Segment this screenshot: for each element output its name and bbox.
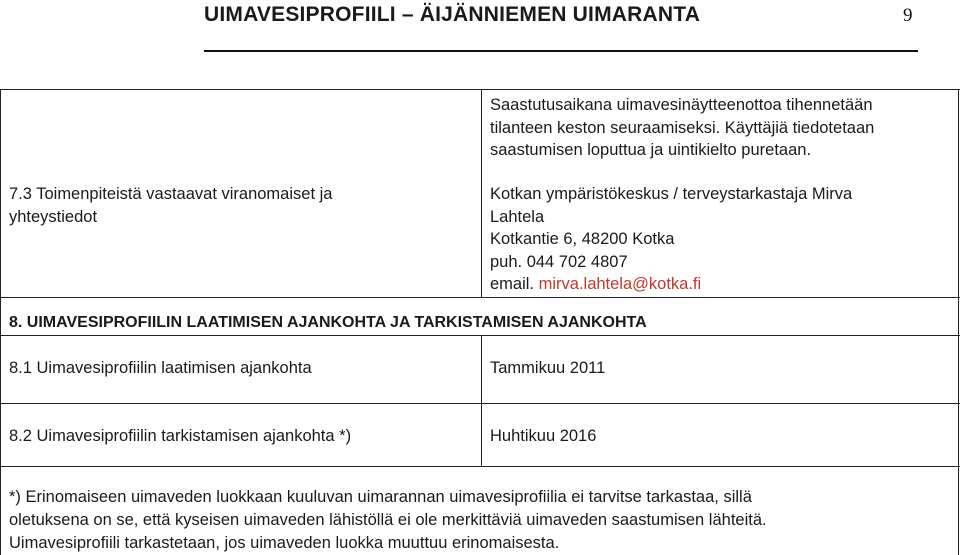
contacts-value-line: Kotkan ympäristökeskus / terveystarkastaja Mirva (490, 185, 853, 203)
row-divider-8-2 (0, 403, 960, 404)
column-divider-8-2 (481, 403, 482, 466)
contacts-label-line: 7.3 Toimenpiteistä vastaavat viranomaiset ja (9, 185, 333, 203)
contacts-value-line: puh. 044 702 4807 (490, 252, 628, 271)
column-divider (481, 89, 482, 297)
row-divider-footnote (0, 466, 960, 467)
footnote-line: oletuksena on se, että kyseisen uimaveden lähistöllä ei ole merkittäviä uimaveden saastumisen lähteitä. (9, 511, 767, 529)
header-rule (204, 50, 918, 52)
contacts-value-line: Kotkantie 6, 48200 Kotka (490, 230, 675, 248)
page-number: 9 (903, 5, 913, 26)
page-title: UIMAVESIPROFIILI – ÄIJÄNNIEMEN UIMARANTA (204, 3, 701, 26)
row-divider-8-1 (0, 335, 960, 336)
row-8-2-label: 8.2 Uimavesiprofiilin tarkistamisen ajankohta *) (9, 427, 352, 445)
email-line (490, 273, 950, 296)
email-prefix: email. (490, 275, 539, 293)
table-border-left (0, 89, 1, 555)
contamination-notice (490, 94, 950, 162)
footnote-line: *) Erinomaiseen uimaveden luokkaan kuuluvan uimarannan uimavesiprofiilia ei tarvitse tarkastaa, sillä (9, 488, 752, 506)
footnote-line: Uimavesiprofiili tarkastetaan, jos uimaveden luokka muuttuu erinomaisesta. (9, 534, 560, 552)
row-8-1-value: Tammikuu 2011 (490, 359, 606, 377)
section-8-heading: 8. UIMAVESIPROFIILIN LAATIMISEN AJANKOHTA JA TARKISTAMISEN AJANKOHTA (9, 314, 647, 331)
email-link[interactable]: mirva.lahtela@kotka.fi (538, 275, 702, 293)
notice-line: saastumisen loputtua ja uintikielto puretaan. (490, 141, 812, 159)
table-border-top (0, 89, 960, 90)
table-border-right (958, 89, 959, 555)
row-8-1-label: 8.1 Uimavesiprofiilin laatimisen ajankohta (9, 359, 312, 377)
contacts-label-line: yhteystiedot (9, 207, 98, 226)
notice-line: tilanteen keston seuraamiseksi. Käyttäjiä tiedotetaan (490, 118, 875, 137)
row-divider-section8 (0, 297, 960, 298)
contacts-label (9, 183, 474, 228)
footnote (9, 486, 954, 555)
row-8-2-value: Huhtikuu 2016 (490, 427, 597, 445)
contacts-value (490, 183, 950, 296)
contacts-value-line: Lahtela (490, 207, 545, 226)
notice-line: Saastutusaikana uimavesinäytteenottoa tihennetään (490, 96, 873, 114)
column-divider-8-1 (481, 335, 482, 403)
